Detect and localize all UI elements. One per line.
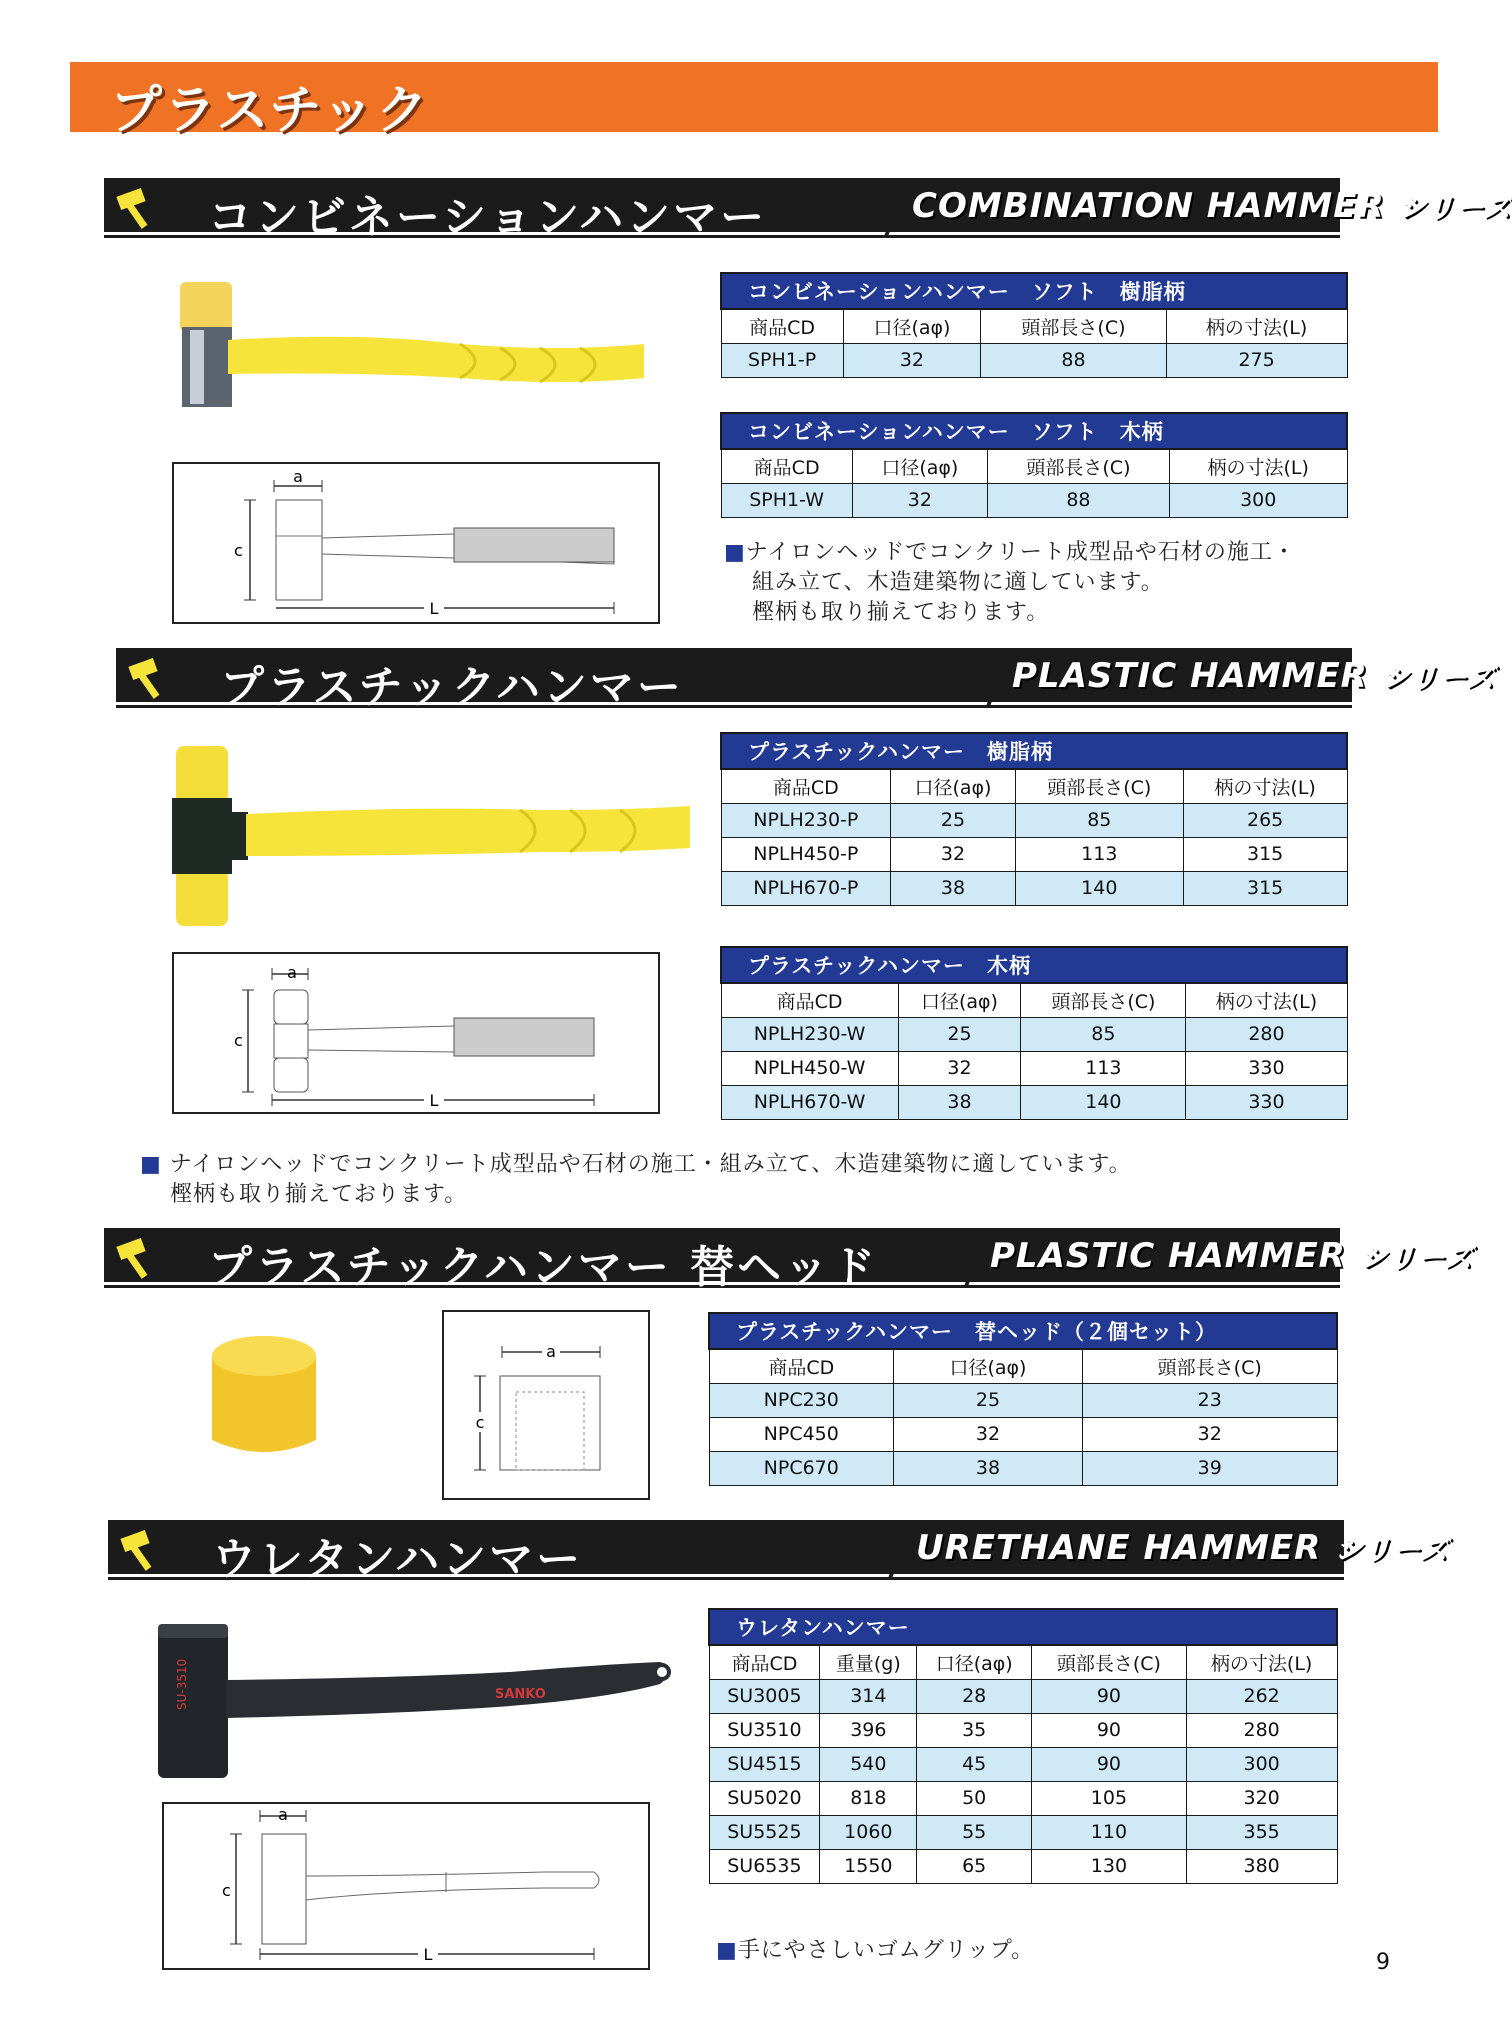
- cell: 28: [917, 1679, 1032, 1713]
- cell: 85: [1021, 1017, 1186, 1051]
- section-title-en: PLASTIC HAMMER: [990, 1236, 1346, 1276]
- table-row: [721, 803, 1347, 837]
- hammer-icon: [114, 1234, 164, 1278]
- brand-text: SANKO: [495, 1687, 546, 1702]
- cell: 105: [1032, 1781, 1187, 1815]
- column-header: 口径(aφ): [898, 983, 1021, 1017]
- brand-text: SU-3510: [175, 1658, 189, 1710]
- cell: NPLH230-W: [721, 1017, 898, 1051]
- column-header: 商品CD: [709, 1349, 894, 1383]
- cell: NPLH670-W: [721, 1085, 898, 1119]
- column-header: 柄の寸法(L): [1186, 1645, 1337, 1679]
- column-header: 柄の寸法(L): [1183, 769, 1347, 803]
- combination-hammer-photo: [160, 272, 660, 442]
- column-header: 頭部長さ(C): [1015, 769, 1183, 803]
- table-caption: プラスチックハンマー 樹脂柄: [721, 733, 1347, 769]
- cell: SU5020: [709, 1781, 820, 1815]
- cell: 90: [1032, 1679, 1187, 1713]
- cell: 540: [820, 1747, 917, 1781]
- table-caption: ウレタンハンマー: [709, 1609, 1337, 1645]
- cell: 90: [1032, 1747, 1187, 1781]
- section-header-urethane: [108, 1520, 1449, 1585]
- column-header: 商品CD: [721, 769, 891, 803]
- cell: NPLH450-W: [721, 1051, 898, 1085]
- series-label: シリーズ: [1397, 191, 1512, 224]
- dimension-label-c: c: [234, 1031, 243, 1050]
- column-header: 柄の寸法(L): [1169, 449, 1347, 483]
- cell: 25: [898, 1017, 1021, 1051]
- note-text: 手にやさしいゴムグリップ。: [737, 1938, 1035, 1963]
- cell: 38: [898, 1085, 1021, 1119]
- table-row: [709, 1383, 1337, 1417]
- series-label: シリーズ: [1334, 1533, 1449, 1566]
- cell: 300: [1186, 1747, 1337, 1781]
- dimension-label-a: a: [293, 467, 303, 486]
- column-header: 口径(aφ): [894, 1349, 1083, 1383]
- cell: 32: [1082, 1417, 1337, 1451]
- urethane-note: ■手にやさしいゴムグリップ。: [716, 1938, 1035, 1963]
- cell: 355: [1186, 1815, 1337, 1849]
- cell: SU3510: [709, 1713, 820, 1747]
- table-row: [709, 1713, 1337, 1747]
- cell: 330: [1186, 1051, 1347, 1085]
- column-header: 頭部長さ(C): [981, 309, 1166, 343]
- table-replacement-head: [708, 1312, 1338, 1486]
- table-row: [709, 1815, 1337, 1849]
- cell: 380: [1186, 1849, 1337, 1883]
- cell: SU3005: [709, 1679, 820, 1713]
- replacement-head-photo: [200, 1330, 330, 1470]
- section-header-plastic: [116, 648, 1496, 713]
- cell: 315: [1183, 871, 1347, 905]
- urethane-hammer-photo: [150, 1618, 690, 1788]
- column-header: 頭部長さ(C): [1021, 983, 1186, 1017]
- plastic-dimension-diagram: [172, 952, 660, 1114]
- cell: 1060: [820, 1815, 917, 1849]
- cell: 113: [1015, 837, 1183, 871]
- table-row: [721, 1017, 1347, 1051]
- table-caption: コンビネーションハンマー ソフト 樹脂柄: [721, 273, 1347, 309]
- table-row: [721, 1051, 1347, 1085]
- table-plastic-wood: [720, 946, 1348, 1120]
- column-header: 柄の寸法(L): [1166, 309, 1347, 343]
- note-text: 樫柄も取り揃えております。: [752, 600, 1050, 625]
- table-row: [709, 1849, 1337, 1883]
- cell: NPC450: [709, 1417, 894, 1451]
- series-label: シリーズ: [1358, 1241, 1474, 1274]
- cell: 88: [981, 343, 1166, 377]
- section-title-en: PLASTIC HAMMER: [1012, 656, 1368, 696]
- dimension-label-L: L: [423, 1945, 433, 1964]
- column-header: 商品CD: [721, 309, 843, 343]
- column-header: 頭部長さ(C): [1082, 1349, 1337, 1383]
- table-combo-wood: [720, 412, 1348, 518]
- note-text: ナイロンヘッドでコンクリート成型品や石材の施工・: [745, 540, 1296, 565]
- cell: 315: [1183, 837, 1347, 871]
- section-title-en: COMBINATION HAMMER: [912, 186, 1385, 226]
- cell: SPH1-W: [721, 483, 852, 517]
- cell: 50: [917, 1781, 1032, 1815]
- table-row: [721, 483, 1347, 517]
- cell: 32: [852, 483, 987, 517]
- cell: 32: [898, 1051, 1021, 1085]
- cell: 35: [917, 1713, 1032, 1747]
- table-caption: コンビネーションハンマー ソフト 木柄: [721, 413, 1347, 449]
- column-header: 頭部長さ(C): [1032, 1645, 1187, 1679]
- cell: 1550: [820, 1849, 917, 1883]
- plastic-hammer-photo: [160, 740, 700, 930]
- section-header-replacement: [104, 1228, 1474, 1293]
- cell: 396: [820, 1713, 917, 1747]
- cell: 113: [1021, 1051, 1186, 1085]
- cell: 280: [1186, 1017, 1347, 1051]
- cell: 32: [843, 343, 981, 377]
- dimension-label-a: a: [287, 963, 297, 982]
- section-title: プラスチックハンマー: [220, 662, 684, 713]
- column-header: 柄の寸法(L): [1186, 983, 1347, 1017]
- cell: 25: [894, 1383, 1083, 1417]
- column-header: 商品CD: [721, 983, 898, 1017]
- table-combo-resin: [720, 272, 1348, 378]
- cell: 65: [917, 1849, 1032, 1883]
- hammer-icon: [114, 184, 164, 228]
- urethane-dimension-diagram: [162, 1802, 650, 1970]
- table-urethane: [708, 1608, 1338, 1884]
- cell: SPH1-P: [721, 343, 843, 377]
- column-header: 口径(aφ): [891, 769, 1016, 803]
- dimension-label-c: c: [222, 1881, 231, 1900]
- cell: NPC230: [709, 1383, 894, 1417]
- cell: 110: [1032, 1815, 1187, 1849]
- table-caption: プラスチックハンマー 木柄: [721, 947, 1347, 983]
- cell: 25: [891, 803, 1016, 837]
- plastic-note: ■ ナイロンヘッドでコンクリート成型品や石材の施工・組み立て、木造建築物に適しています。 樫柄も取り揃えております。: [140, 1150, 1132, 1210]
- cell: 32: [891, 837, 1016, 871]
- section-title-en: URETHANE HAMMER: [916, 1528, 1322, 1568]
- page-banner: [70, 62, 1438, 141]
- page-title: プラスチック: [110, 81, 430, 141]
- note-text: 組み立て、木造建築物に適しています。: [752, 570, 1164, 595]
- cell: 275: [1166, 343, 1347, 377]
- dimension-label-a: a: [546, 1342, 556, 1361]
- column-header: 頭部長さ(C): [987, 449, 1169, 483]
- cell: 55: [917, 1815, 1032, 1849]
- cell: 140: [1015, 871, 1183, 905]
- cell: 262: [1186, 1679, 1337, 1713]
- cell: NPLH230-P: [721, 803, 891, 837]
- cell: SU5525: [709, 1815, 820, 1849]
- hammer-icon: [126, 654, 176, 698]
- column-header: 重量(g): [820, 1645, 917, 1679]
- table-row: [709, 1781, 1337, 1815]
- cell: 32: [894, 1417, 1083, 1451]
- replacement-dimension-diagram: [442, 1310, 650, 1500]
- cell: 330: [1186, 1085, 1347, 1119]
- series-label: シリーズ: [1380, 661, 1496, 694]
- hammer-icon: [118, 1526, 168, 1570]
- table-row: [721, 871, 1347, 905]
- combination-note: ■ナイロンヘッドでコンクリート成型品や石材の施工・ 組み立て、木造建築物に適しています。 樫柄も取り揃えております。: [724, 538, 1296, 628]
- cell: 300: [1169, 483, 1347, 517]
- table-row: [709, 1679, 1337, 1713]
- section-title: プラスチックハンマー 替ヘッド: [208, 1242, 879, 1293]
- dimension-label-c: c: [475, 1413, 485, 1432]
- dimension-label-L: L: [429, 599, 439, 618]
- cell: 320: [1186, 1781, 1337, 1815]
- cell: 265: [1183, 803, 1347, 837]
- cell: 38: [894, 1451, 1083, 1485]
- table-caption: プラスチックハンマー 替ヘッド（２個セット）: [709, 1313, 1337, 1349]
- cell: 85: [1015, 803, 1183, 837]
- table-row: [721, 837, 1347, 871]
- cell: 45: [917, 1747, 1032, 1781]
- section-title: ウレタンハンマー: [212, 1534, 584, 1585]
- cell: 88: [987, 483, 1169, 517]
- column-header: 商品CD: [721, 449, 852, 483]
- cell: 280: [1186, 1713, 1337, 1747]
- cell: 90: [1032, 1713, 1187, 1747]
- note-text: 樫柄も取り揃えております。: [170, 1182, 468, 1207]
- table-row: [721, 1085, 1347, 1119]
- table-row: [709, 1451, 1337, 1485]
- dimension-label-L: L: [429, 1091, 439, 1110]
- table-row: [709, 1417, 1337, 1451]
- cell: NPLH450-P: [721, 837, 891, 871]
- cell: 818: [820, 1781, 917, 1815]
- cell: 314: [820, 1679, 917, 1713]
- table-row: [709, 1747, 1337, 1781]
- column-header: 口径(aφ): [843, 309, 981, 343]
- column-header: 口径(aφ): [917, 1645, 1032, 1679]
- page-number: 9: [1376, 1950, 1390, 1975]
- section-header-combination: [104, 178, 1512, 243]
- dimension-label-a: a: [278, 1805, 288, 1824]
- cell: SU6535: [709, 1849, 820, 1883]
- note-text: ナイロンヘッドでコンクリート成型品や石材の施工・組み立て、木造建築物に適しています。: [169, 1152, 1132, 1177]
- section-title: コンビネーションハンマー: [208, 192, 768, 243]
- column-header: 商品CD: [709, 1645, 820, 1679]
- cell: 130: [1032, 1849, 1187, 1883]
- cell: NPLH670-P: [721, 871, 891, 905]
- cell: 38: [891, 871, 1016, 905]
- cell: NPC670: [709, 1451, 894, 1485]
- table-row: [721, 343, 1347, 377]
- dimension-label-c: c: [234, 541, 243, 560]
- cell: 140: [1021, 1085, 1186, 1119]
- combination-dimension-diagram: [172, 462, 660, 624]
- column-header: 口径(aφ): [852, 449, 987, 483]
- cell: 39: [1082, 1451, 1337, 1485]
- table-plastic-resin: [720, 732, 1348, 906]
- cell: 23: [1082, 1383, 1337, 1417]
- cell: SU4515: [709, 1747, 820, 1781]
